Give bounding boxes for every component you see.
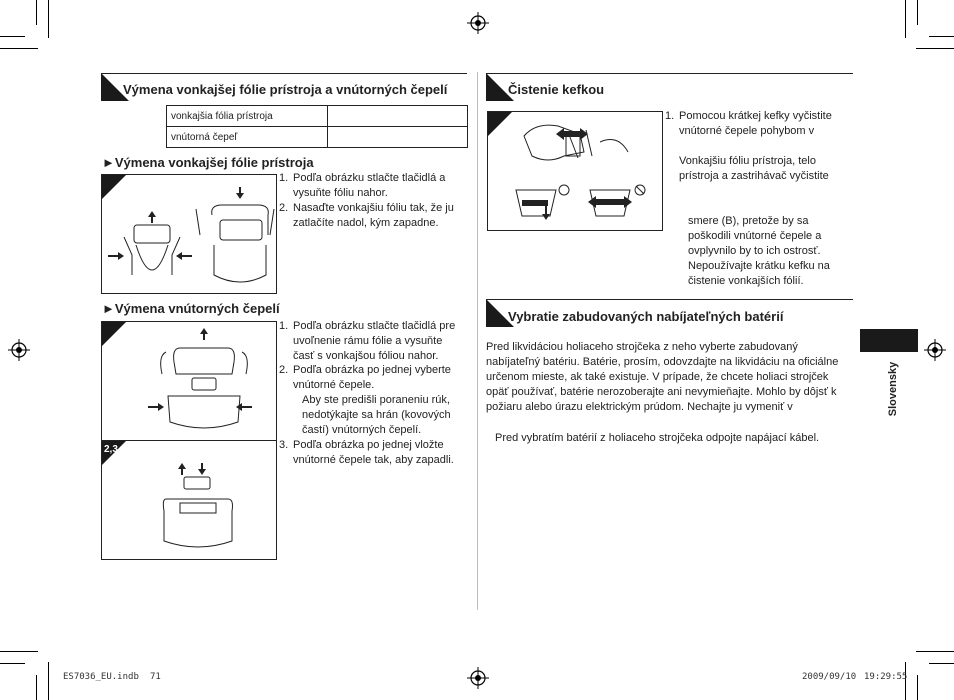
table-cell — [328, 127, 468, 148]
crop-mark — [0, 36, 25, 37]
section-title: Čistenie kefkou — [508, 82, 605, 97]
section-title: Výmena vonkajšej fólie prístroja a vnútorných čepelí — [123, 82, 448, 97]
brush-cleaning-illustration — [488, 112, 662, 230]
crop-mark — [917, 675, 918, 700]
crop-mark — [929, 663, 954, 664]
footer-file: ES7036_EU.indb — [63, 672, 139, 682]
crop-mark — [0, 48, 38, 49]
column-divider — [477, 72, 478, 610]
blade-step-1: 1. Podľa obrázku stlačte tlačidlá pre uvoľnenie rámu fólie a vysuňte časť s vonkajšou fóliou nahor. — [279, 320, 456, 362]
table-row — [167, 127, 468, 148]
table-cell — [328, 106, 468, 127]
registration-mark-icon — [8, 339, 30, 361]
parts-table — [166, 105, 468, 148]
blade-insert-illustration — [102, 441, 276, 559]
language-label: Slovensky — [887, 361, 900, 417]
illustration-blade-insert — [101, 440, 277, 560]
crop-mark — [929, 36, 954, 37]
table-row — [167, 106, 468, 127]
registration-mark-icon — [467, 667, 489, 689]
panel-label: 2,3 — [104, 444, 118, 455]
footer-page: 71 — [150, 672, 161, 682]
foil-step-1: 1. Podľa obrázku stlačte tlačidlá a vysuňte fóliu nahor. — [279, 172, 446, 199]
blade-step-2-note: Aby ste predišli poraneniu rúk, nedotýkajte sa hrán (kovových častí) vnútorných čepelí. — [302, 394, 451, 436]
blade-removal-illustration — [102, 322, 276, 440]
brush-step-1-note: Vonkajšiu fóliu prístroja, telo prístroja a zastrihávač vyčistite — [679, 155, 829, 182]
footer-time: 19:29:55 — [864, 672, 908, 682]
language-tab — [860, 329, 918, 352]
crop-mark — [36, 0, 37, 25]
shaver-foil-illustration — [102, 175, 276, 293]
crop-mark — [48, 662, 49, 700]
footer-date: 2009/09/10 — [802, 672, 857, 682]
crop-mark — [905, 0, 906, 38]
crop-mark — [0, 651, 38, 652]
crop-mark — [0, 663, 25, 664]
section-header-brush — [486, 73, 853, 101]
crop-mark — [48, 0, 49, 38]
blade-step-2: 2. Podľa obrázka po jednej vyberte vnútorné čepele. — [279, 364, 451, 391]
brush-step-warning: smere (B), pretože by sa poškodili vnútorné čepele a ovplyvnilo by to ich ostrosť. Nepoužívajte krátku kefku na čistenie vonkajších fólií. — [688, 215, 830, 287]
crop-mark — [916, 48, 954, 49]
section-header-replacement — [101, 73, 467, 101]
illustration-brush-cleaning — [487, 111, 663, 231]
subheading-blades: ►Výmena vnútorných čepelí — [102, 301, 280, 316]
battery-note: Pred vybratím batérií z holiaceho strojčeka odpojte napájací kábel. — [495, 432, 820, 444]
crop-mark — [916, 651, 954, 652]
table-cell: vonkajšia fólia prístroja — [167, 106, 328, 127]
illustration-foil-replacement — [101, 174, 277, 294]
section-title: Vybratie zabudovaných nabíjateľných batérií — [508, 309, 784, 324]
section-header-battery — [486, 299, 853, 327]
table-cell: vnútorná čepeľ — [167, 127, 328, 148]
illustration-blade-removal — [101, 321, 277, 441]
crop-mark — [36, 675, 37, 700]
crop-mark — [917, 0, 918, 25]
battery-paragraph: Pred likvidáciou holiaceho strojčeka z neho vyberte zabudovaný nabíjateľný batériu. Batérie, prosím, odovzdajte na likvidáciu na oficiálne určenom mieste, ak také existuje. V prípade, že chcete holiaci strojček opäť používať, batérie nerozoberajte ani nevymieňajte. Mohlo by dôjsť k požiaru alebo úrazu elektrickým prúdom. Nechajte ju vymeniť v — [486, 341, 839, 413]
brush-step-1: 1. Pomocou krátkej kefky vyčistite vnútorné čepele pohybom v — [665, 110, 832, 137]
blade-step-3: 3. Podľa obrázka po jednej vložte vnútorné čepele tak, aby zapadli. — [279, 439, 454, 466]
foil-step-2: 2. Nasaďte vonkajšiu fóliu tak, že ju zatlačíte nadol, kým zapadne. — [279, 202, 454, 229]
subheading-foil: ►Výmena vonkajšej fólie prístroja — [102, 155, 314, 170]
registration-mark-icon — [467, 12, 489, 34]
registration-mark-icon — [924, 339, 946, 361]
